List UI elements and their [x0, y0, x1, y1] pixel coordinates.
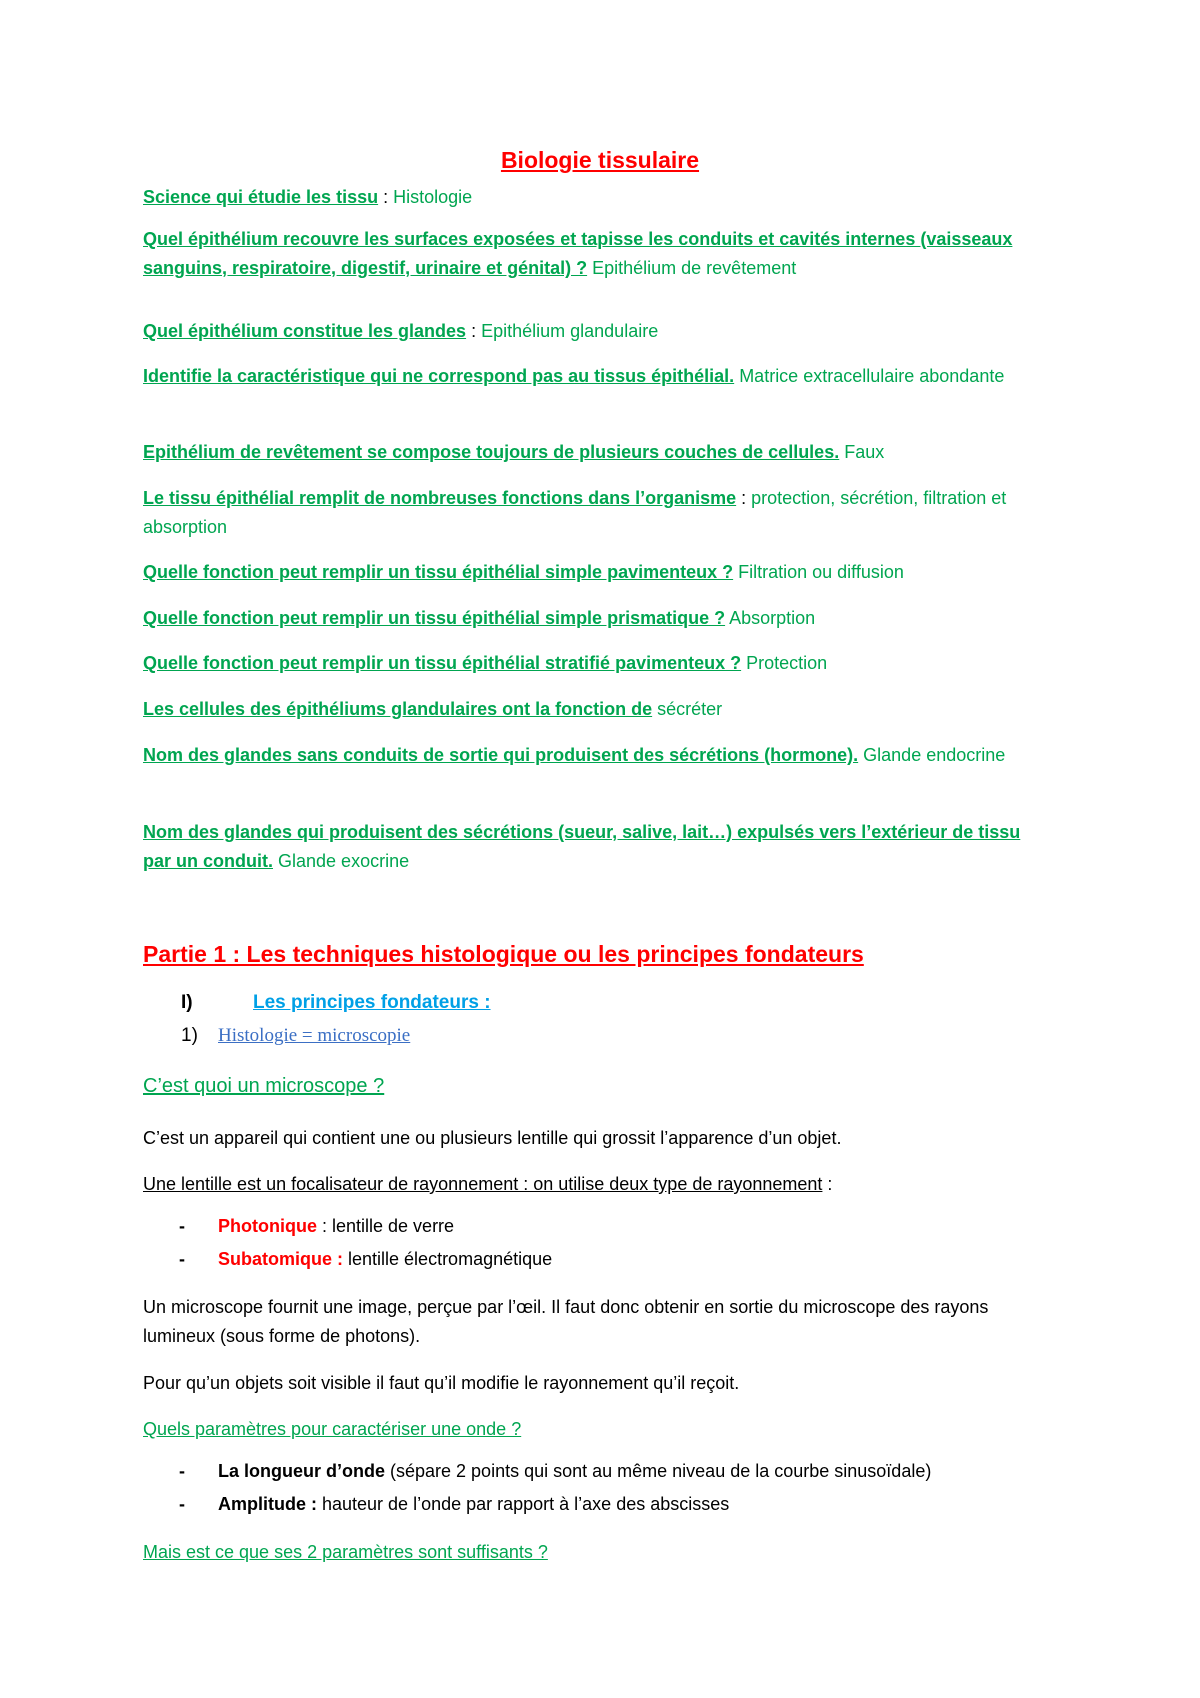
- section-number: I): [181, 992, 193, 1013]
- document-title: Biologie tissulaire: [500, 147, 700, 173]
- qa-item: [143, 649, 1043, 678]
- answer: Histologie: [393, 187, 473, 207]
- list-item: Photonique : lentille de verre: [218, 1216, 455, 1236]
- qa-item: [143, 438, 1043, 467]
- qa-item: [143, 604, 1043, 633]
- answer: Faux: [844, 442, 885, 462]
- answer: Glande endocrine: [863, 745, 1006, 765]
- bullet-dash: -: [179, 1494, 185, 1514]
- answer: Glande exocrine: [278, 851, 410, 871]
- bullet-dash: -: [179, 1461, 185, 1481]
- qa-item: [143, 225, 1043, 283]
- question: Science qui étudie les tissu: [143, 187, 379, 207]
- list-item: La longueur d’onde (sépare 2 points qui sont au même niveau de la courbe sinusoïdale): [218, 1461, 932, 1481]
- question-line: Mais est ce que ses 2 paramètres sont suffisants ?: [143, 1542, 548, 1562]
- part-heading: Partie 1 : Les techniques histologique ou les principes fondateurs: [143, 941, 864, 967]
- answer: sécréter: [657, 699, 723, 719]
- subsection-heading: Histologie = microscopie: [218, 1025, 411, 1046]
- question: Nom des glandes sans conduits de sortie qui produisent des sécrétions (hormone).: [143, 745, 859, 765]
- qa-item: Quel épithélium constitue les glandes : Epithélium glandulaire: [143, 321, 659, 341]
- answer: Epithélium glandulaire: [481, 321, 659, 341]
- question: Identifie la caractéristique qui ne correspond pas au tissus épithélial.: [143, 366, 735, 386]
- question-line: Quels paramètres pour caractériser une onde ?: [143, 1419, 522, 1439]
- question: Quel épithélium constitue les glandes: [143, 321, 467, 341]
- paragraph: Une lentille est un focalisateur de rayonnement : on utilise deux type de rayonnement :: [143, 1174, 833, 1194]
- paragraph: C’est un appareil qui contient une ou plusieurs lentille qui grossit l’apparence d’un objet.: [143, 1128, 842, 1148]
- qa-item: [143, 362, 1043, 391]
- question: Le tissu épithélial remplit de nombreuses fonctions dans l’organisme: [143, 488, 737, 508]
- answer: Epithélium de revêtement: [592, 258, 797, 278]
- answer: Matrice extracellulaire abondante: [739, 366, 1005, 386]
- paragraph: Pour qu’un objets soit visible il faut qu’il modifie le rayonnement qu’il reçoit.: [143, 1373, 740, 1393]
- qa-item: [143, 818, 1043, 876]
- question: Quelle fonction peut remplir un tissu épithélial simple prismatique ?: [143, 608, 726, 628]
- answer: Filtration ou diffusion: [738, 562, 904, 582]
- paragraph: Un microscope fournit une image, perçue par l’œil. Il faut donc obtenir en sortie du microscope des rayons lumineux (sous forme de photons).: [143, 1297, 989, 1346]
- answer: Protection: [746, 653, 828, 673]
- qa-item: [143, 741, 1043, 770]
- list-item: Subatomique : lentille électromagnétique: [218, 1249, 553, 1269]
- subsection-number: 1): [181, 1025, 198, 1046]
- section-heading: Les principes fondateurs :: [253, 992, 491, 1013]
- qa-item: [143, 695, 1043, 724]
- answer: protection, sécrétion, filtration et absorption: [143, 488, 1007, 537]
- answer: Absorption: [729, 608, 816, 628]
- bullet-dash: -: [179, 1249, 185, 1269]
- qa-item: Le tissu épithélial remplit de nombreuses fonctions dans l’organisme : protection, sécrétion, filtration et absorption: [143, 488, 1007, 537]
- question: Epithélium de revêtement se compose toujours de plusieurs couches de cellules.: [143, 442, 840, 462]
- question: Les cellules des épithéliums glandulaires ont la fonction de: [143, 699, 653, 719]
- qa-item: Science qui étudie les tissu : Histologie: [143, 187, 473, 207]
- bullet-dash: -: [179, 1216, 185, 1236]
- question-heading: C’est quoi un microscope ?: [143, 1075, 385, 1097]
- question: Quel épithélium recouvre les surfaces exposées et tapisse les conduits et cavités internes (vaisseaux sanguins, respiratoire, digestif, urinaire et génital) ?: [143, 229, 1013, 278]
- question: Quelle fonction peut remplir un tissu épithélial simple pavimenteux ?: [143, 562, 734, 582]
- question: Nom des glandes qui produisent des sécrétions (sueur, salive, lait…) expulsés vers l’extérieur de tissu par un conduit.: [143, 822, 1021, 871]
- list-item: Amplitude : hauteur de l’onde par rapport à l’axe des abscisses: [218, 1494, 730, 1514]
- question: Quelle fonction peut remplir un tissu épithélial stratifié pavimenteux ?: [143, 653, 742, 673]
- qa-item: [143, 558, 1043, 587]
